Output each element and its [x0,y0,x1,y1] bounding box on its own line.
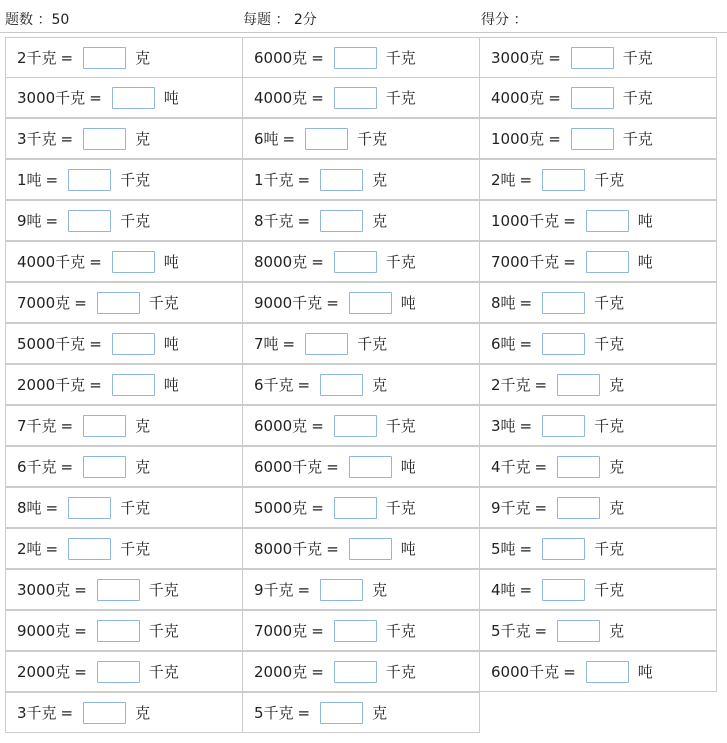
equals-sign: = [297,211,311,230]
equals-sign: = [534,498,548,517]
answer-box[interactable] [112,87,155,109]
question-cell [5,37,243,78]
question-cell [479,651,717,692]
answer-box[interactable] [97,620,140,642]
question-quantity: 8000千克 [254,540,323,558]
empty-cell [479,692,717,733]
target-unit: 千克 [385,663,416,681]
equals-sign: = [45,211,59,230]
target-unit: 千克 [148,581,179,599]
question-quantity: 4000克 [491,89,545,107]
question-quantity: 3000克 [491,49,545,67]
equals-sign: = [534,621,548,640]
question-cell [242,569,480,610]
question-quantity: 3千克 [17,130,57,148]
target-unit: 吨 [163,253,179,271]
target-unit: 千克 [385,89,416,107]
question-cell [479,405,717,446]
question-cell [5,446,243,487]
answer-box[interactable] [68,538,111,560]
question-quantity: 3吨 [491,417,516,435]
equals-sign: = [311,621,324,640]
equals-sign: = [45,498,59,517]
answer-box[interactable] [83,47,126,69]
target-unit: 千克 [594,417,625,435]
equals-sign: = [519,539,533,558]
question-quantity: 1千克 [254,171,294,189]
target-unit: 克 [372,212,388,230]
answer-box[interactable] [97,579,140,601]
target-unit: 克 [135,417,151,435]
question-cell [479,77,717,118]
answer-box[interactable] [68,497,111,519]
equals-sign: = [548,129,561,148]
equals-sign: = [534,457,548,476]
question-quantity: 1000千克 [491,212,560,230]
answer-box[interactable] [334,251,377,273]
target-unit: 千克 [594,294,625,312]
equals-sign: = [74,293,87,312]
question-quantity: 5千克 [254,704,294,722]
target-unit: 克 [372,704,388,722]
question-cell [479,528,717,569]
question-cell [242,323,480,364]
question-quantity: 2吨 [17,540,42,558]
question-cell [5,159,243,200]
question-cell [5,77,243,118]
target-unit: 吨 [400,458,416,476]
equals-sign: = [282,334,296,353]
target-unit: 千克 [385,49,416,67]
answer-box[interactable] [542,579,585,601]
target-unit: 吨 [400,540,416,558]
question-count: 题数 ：50 [5,12,70,28]
target-unit: 千克 [357,130,388,148]
question-cell [242,37,480,78]
equals-sign: = [74,580,87,599]
answer-box[interactable] [334,415,377,437]
question-quantity: 2000克 [17,663,71,681]
question-quantity: 6000克 [254,417,308,435]
equals-sign: = [311,252,324,271]
equals-sign: = [297,375,311,394]
target-unit: 千克 [385,253,416,271]
answer-box[interactable] [334,47,377,69]
question-cell [242,405,480,446]
question-cell [479,323,717,364]
question-cell [5,569,243,610]
equals-sign: = [60,129,74,148]
score-label: 得分 ： [481,12,528,28]
target-unit: 千克 [148,294,179,312]
question-cell [242,692,480,733]
equals-sign: = [326,293,339,312]
points-per-question: 每题 ： 2分 [243,12,317,28]
equals-sign: = [519,170,533,189]
equals-sign: = [311,416,324,435]
equals-sign: = [45,539,59,558]
answer-box[interactable] [334,87,377,109]
question-quantity: 9吨 [17,212,42,230]
question-cell [479,159,717,200]
answer-box[interactable] [542,292,585,314]
target-unit: 千克 [385,499,416,517]
equals-sign: = [282,129,296,148]
answer-box[interactable] [83,702,126,724]
question-row [5,488,719,529]
question-quantity: 6千克 [254,376,294,394]
question-quantity: 7千克 [17,417,57,435]
question-quantity: 7000克 [17,294,71,312]
equals-sign: = [311,662,324,681]
answer-box[interactable] [349,538,392,560]
question-quantity: 1000克 [491,130,545,148]
target-unit: 千克 [622,130,653,148]
question-cell [479,569,717,610]
target-unit: 千克 [148,663,179,681]
question-cell [5,487,243,528]
equals-sign: = [297,580,311,599]
question-cell [5,692,243,733]
question-quantity: 3千克 [17,704,57,722]
question-quantity: 4千克 [491,458,531,476]
answer-box[interactable] [586,661,629,683]
question-cell [242,446,480,487]
target-unit: 克 [135,130,151,148]
question-row [5,201,719,242]
equals-sign: = [89,334,102,353]
question-cell [242,159,480,200]
question-row [5,283,719,324]
answer-box[interactable] [320,210,363,232]
answer-box[interactable] [334,497,377,519]
answer-box[interactable] [83,415,126,437]
target-unit: 克 [609,376,625,394]
question-quantity: 8吨 [491,294,516,312]
question-cell [5,651,243,692]
equals-sign: = [534,375,548,394]
question-quantity: 2千克 [491,376,531,394]
question-cell [479,282,717,323]
question-quantity: 4000千克 [17,253,86,271]
header-divider [0,32,727,33]
question-quantity: 5千克 [491,622,531,640]
equals-sign: = [60,416,74,435]
answer-box[interactable] [557,497,600,519]
equals-sign: = [326,457,339,476]
target-unit: 千克 [357,335,388,353]
target-unit: 克 [135,49,151,67]
answer-box[interactable] [97,661,140,683]
answer-box[interactable] [571,128,614,150]
answer-box[interactable] [542,538,585,560]
question-cell [479,610,717,651]
equals-sign: = [89,375,102,394]
question-cell [479,200,717,241]
question-row [5,529,719,570]
target-unit: 吨 [637,212,653,230]
question-quantity: 4000克 [254,89,308,107]
question-cell [242,118,480,159]
question-row [5,652,719,693]
question-cell [242,528,480,569]
question-row [5,406,719,447]
answer-box[interactable] [112,251,155,273]
question-cell [242,241,480,282]
answer-box[interactable] [334,661,377,683]
question-row [5,160,719,201]
equals-sign: = [60,457,74,476]
question-cell [5,364,243,405]
worksheet-header [0,0,727,32]
question-quantity: 2吨 [491,171,516,189]
question-quantity: 6000千克 [254,458,323,476]
equals-sign: = [297,703,311,722]
answer-box[interactable] [112,374,155,396]
answer-box[interactable] [557,374,600,396]
question-quantity: 2000千克 [17,376,86,394]
question-cell [5,241,243,282]
target-unit: 吨 [637,663,653,681]
equals-sign: = [326,539,339,558]
question-row [5,611,719,652]
question-cell [242,364,480,405]
question-cell [5,200,243,241]
question-quantity: 7000克 [254,622,308,640]
equals-sign: = [45,170,59,189]
answer-box[interactable] [334,620,377,642]
answer-box[interactable] [112,333,155,355]
answer-box[interactable] [586,251,629,273]
answer-box[interactable] [320,579,363,601]
answer-box[interactable] [83,128,126,150]
question-quantity: 6吨 [491,335,516,353]
equals-sign: = [519,416,533,435]
equals-sign: = [519,293,533,312]
target-unit: 克 [609,458,625,476]
question-quantity: 9千克 [254,581,294,599]
target-unit: 千克 [120,540,151,558]
target-unit: 千克 [622,49,653,67]
question-cell [479,37,717,78]
target-unit: 千克 [120,212,151,230]
question-cell [479,118,717,159]
question-quantity: 8000克 [254,253,308,271]
question-row [5,78,719,119]
target-unit: 吨 [163,376,179,394]
target-unit: 千克 [594,335,625,353]
answer-box[interactable] [571,47,614,69]
answer-box[interactable] [68,169,111,191]
question-cell [479,487,717,528]
question-row [5,242,719,283]
question-row [5,447,719,488]
target-unit: 千克 [622,89,653,107]
target-unit: 吨 [400,294,416,312]
equals-sign: = [297,170,311,189]
target-unit: 千克 [120,499,151,517]
equals-sign: = [311,48,324,67]
question-quantity: 5吨 [491,540,516,558]
equals-sign: = [89,88,102,107]
question-cell [242,487,480,528]
equals-sign: = [548,48,561,67]
target-unit: 克 [135,704,151,722]
target-unit: 千克 [385,417,416,435]
question-quantity: 2千克 [17,49,57,67]
target-unit: 千克 [385,622,416,640]
answer-box[interactable] [542,333,585,355]
answer-box[interactable] [305,128,348,150]
equals-sign: = [548,88,561,107]
target-unit: 克 [135,458,151,476]
target-unit: 吨 [163,89,179,107]
equals-sign: = [519,580,533,599]
equals-sign: = [74,662,87,681]
question-cell [242,77,480,118]
target-unit: 克 [609,499,625,517]
question-quantity: 4吨 [491,581,516,599]
equals-sign: = [89,252,102,271]
question-quantity: 9千克 [491,499,531,517]
answer-box[interactable] [349,292,392,314]
question-cell [5,528,243,569]
question-quantity: 8千克 [254,212,294,230]
question-quantity: 5000千克 [17,335,86,353]
answer-box[interactable] [542,415,585,437]
equals-sign: = [311,498,324,517]
question-quantity: 6千克 [17,458,57,476]
question-quantity: 9000克 [17,622,71,640]
question-cell [242,651,480,692]
answer-box[interactable] [349,456,392,478]
question-cell [5,118,243,159]
question-row [5,324,719,365]
target-unit: 吨 [637,253,653,271]
answer-box[interactable] [305,333,348,355]
question-quantity: 6吨 [254,130,279,148]
question-row [5,570,719,611]
question-cell [242,610,480,651]
question-row [5,693,719,734]
question-cell [242,200,480,241]
answer-box[interactable] [557,620,600,642]
question-quantity: 6000千克 [491,663,560,681]
question-quantity: 6000克 [254,49,308,67]
question-cell [242,282,480,323]
answer-box[interactable] [557,456,600,478]
question-cell [5,323,243,364]
equals-sign: = [60,703,74,722]
answer-box[interactable] [83,456,126,478]
question-quantity: 7000千克 [491,253,560,271]
target-unit: 千克 [594,581,625,599]
equals-sign: = [74,621,87,640]
equals-sign: = [563,662,576,681]
equals-sign: = [563,211,576,230]
question-quantity: 7吨 [254,335,279,353]
question-quantity: 9000千克 [254,294,323,312]
question-cell [5,610,243,651]
target-unit: 千克 [148,622,179,640]
question-grid [5,37,719,734]
question-quantity: 8吨 [17,499,42,517]
target-unit: 千克 [120,171,151,189]
equals-sign: = [60,48,74,67]
answer-box[interactable] [320,374,363,396]
target-unit: 千克 [594,171,625,189]
question-quantity: 3000千克 [17,89,86,107]
target-unit: 吨 [163,335,179,353]
question-cell [479,364,717,405]
answer-box[interactable] [97,292,140,314]
equals-sign: = [563,252,576,271]
question-row [5,365,719,406]
equals-sign: = [519,334,533,353]
target-unit: 克 [372,581,388,599]
target-unit: 克 [372,376,388,394]
question-quantity: 2000克 [254,663,308,681]
question-quantity: 1吨 [17,171,42,189]
target-unit: 克 [372,171,388,189]
question-quantity: 5000克 [254,499,308,517]
question-cell [5,282,243,323]
answer-box[interactable] [320,702,363,724]
target-unit: 克 [609,622,625,640]
answer-box[interactable] [571,87,614,109]
question-quantity: 3000克 [17,581,71,599]
question-row [5,37,719,78]
answer-box[interactable] [542,169,585,191]
question-cell [479,446,717,487]
answer-box[interactable] [68,210,111,232]
question-row [5,119,719,160]
equals-sign: = [311,88,324,107]
question-cell [479,241,717,282]
answer-box[interactable] [586,210,629,232]
answer-box[interactable] [320,169,363,191]
target-unit: 千克 [594,540,625,558]
question-cell [5,405,243,446]
